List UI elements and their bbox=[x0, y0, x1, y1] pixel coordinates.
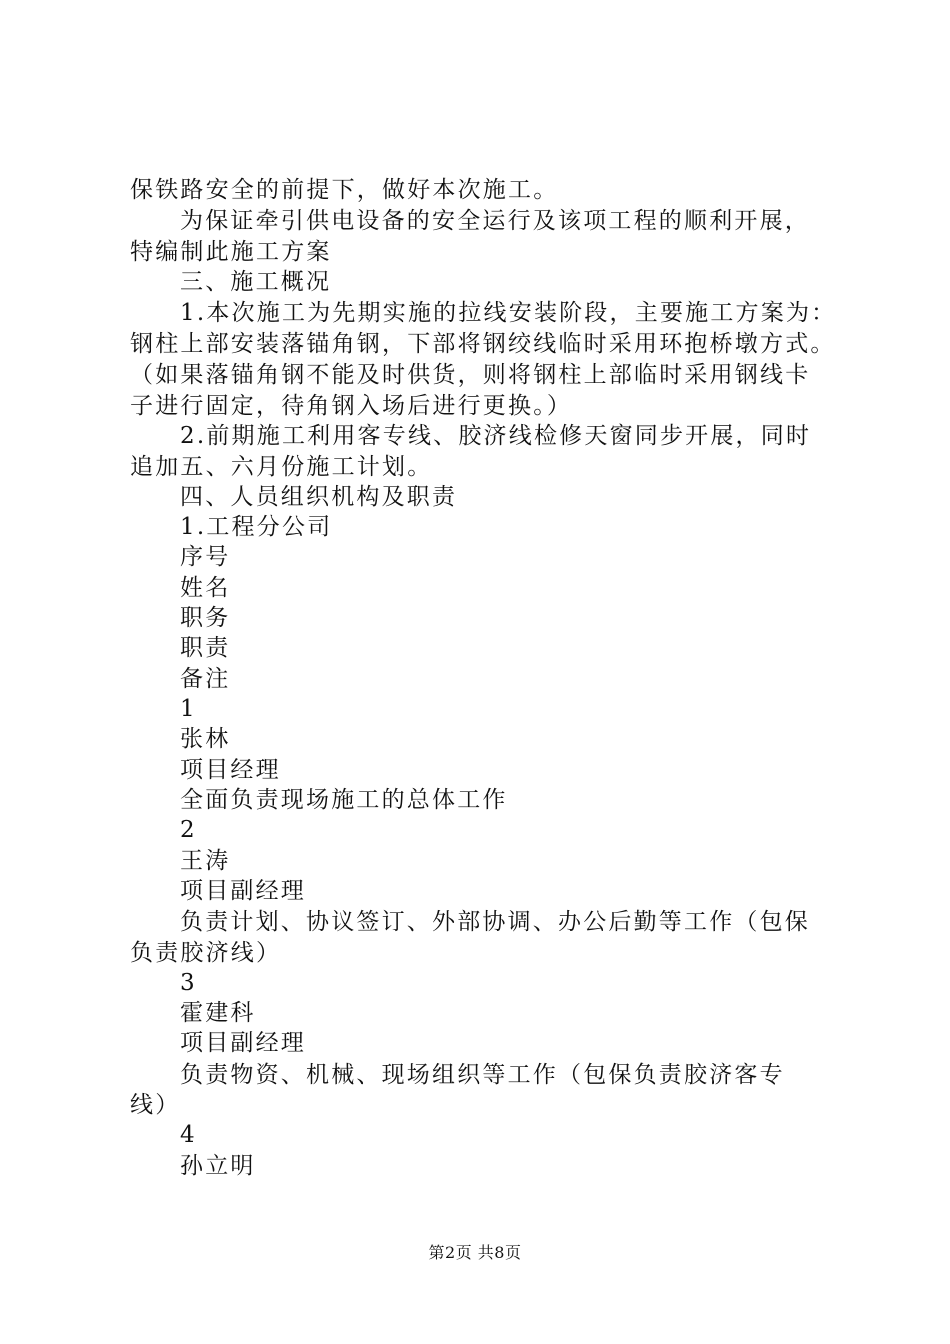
section-heading: 四、人员组织机构及职责 bbox=[180, 484, 458, 510]
table-cell: 1 bbox=[180, 696, 197, 722]
table-cell: 霍建科 bbox=[180, 1000, 256, 1026]
table-cell: 张林 bbox=[180, 726, 231, 752]
table-cell: 全面负责现场施工的总体工作 bbox=[180, 787, 508, 813]
table-cell: 项目副经理 bbox=[180, 1030, 306, 1056]
body-text-line: 1.本次施工为先期实施的拉线安装阶段，主要施工方案为： bbox=[180, 300, 837, 326]
table-header-cell: 备注 bbox=[180, 666, 231, 692]
table-header-cell: 职务 bbox=[180, 605, 231, 631]
table-cell: 2 bbox=[180, 817, 197, 843]
table-cell: 4 bbox=[180, 1122, 197, 1148]
table-cell: 王涛 bbox=[180, 848, 231, 874]
body-text-line: （如果落锚角钢不能及时供货，则将钢柱上部临时采用钢线卡 bbox=[130, 362, 811, 388]
body-text-line: 为保证牵引供电设备的安全运行及该项工程的顺利开展， bbox=[180, 208, 810, 234]
table-cell: 孙立明 bbox=[180, 1153, 256, 1179]
table-header-cell: 职责 bbox=[180, 635, 231, 661]
body-text-line: 保铁路安全的前提下，做好本次施工。 bbox=[130, 177, 559, 203]
table-header-cell: 姓名 bbox=[180, 575, 231, 601]
body-text-line: 追加五、六月份施工计划。 bbox=[130, 454, 433, 480]
page-footer: 第2页 共8页 bbox=[428, 1243, 522, 1262]
table-cell: 负责物资、机械、现场组织等工作（包保负责胶济客专 bbox=[180, 1062, 785, 1088]
body-text-line: 2.前期施工利用客专线、胶济线检修天窗同步开展，同时 bbox=[180, 423, 812, 449]
body-text-line: 钢柱上部安装落锚角钢，下部将钢绞线临时采用环抱桥墩方式。 bbox=[130, 331, 836, 357]
section-heading: 三、施工概况 bbox=[180, 269, 332, 295]
table-header-cell: 序号 bbox=[180, 544, 231, 570]
table-cell: 负责胶济线） bbox=[130, 940, 282, 966]
body-text-line: 子进行固定，待角钢入场后进行更换。） bbox=[130, 393, 573, 419]
subsection-heading: 1.工程分公司 bbox=[180, 514, 333, 540]
table-cell: 负责计划、协议签订、外部协调、办公后勤等工作（包保 bbox=[180, 909, 810, 935]
table-cell: 项目副经理 bbox=[180, 878, 306, 904]
table-cell: 3 bbox=[180, 970, 197, 996]
table-cell: 线） bbox=[130, 1092, 181, 1118]
table-cell: 项目经理 bbox=[180, 757, 281, 783]
body-text-line: 特编制此施工方案 bbox=[130, 239, 332, 265]
